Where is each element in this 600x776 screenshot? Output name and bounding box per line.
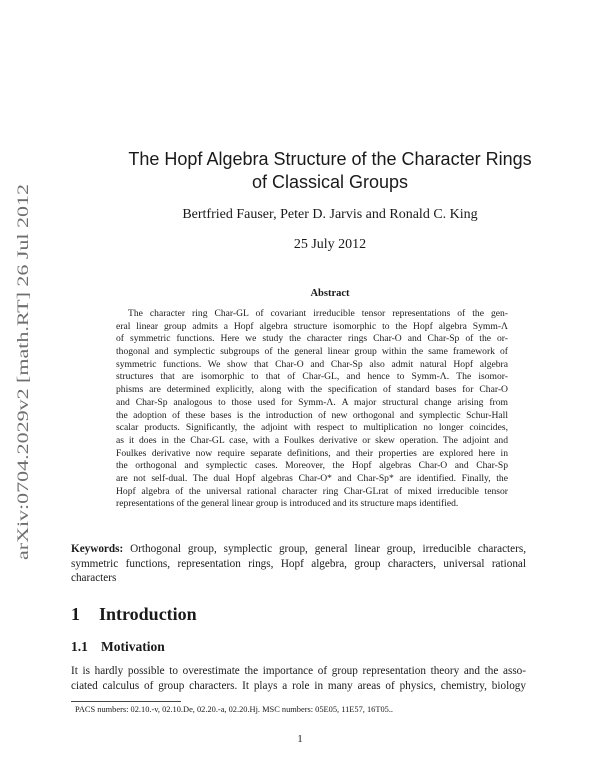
paper-date: 25 July 2012	[293, 237, 367, 252]
abstract-line: eral linear group admits a Hopf algebra structure isomorphic to the Hopf algebra Symm-Λ	[116, 320, 508, 332]
abstract-line: The character ring Char-GL of covariant irreducible tensor representations of the gen-	[128, 308, 508, 319]
abstract-line: as it does in the Char-GL case, with a Foulkes derivative or skew operation. The adjoint and	[116, 434, 508, 446]
paper-title	[80, 148, 580, 194]
abstract-line: Foulkes derivative now require separate definitions, and their properties are explored here in	[116, 447, 508, 459]
intro-line: It is hardly possible to overestimate the importance of group representation theory and the asso-	[71, 665, 526, 677]
footnote-rule	[71, 701, 181, 702]
page-number: 1	[297, 733, 303, 745]
title-line: of Classical Groups	[251, 172, 409, 192]
abstract-body	[116, 308, 508, 511]
abstract-line: scalar products. Significantly, the adjoint with respect to multiplication no longer coincides,	[116, 422, 508, 434]
abstract-line: the adoption of these bases is the introduction of new orthogonal and symplectic Schur-Hall	[116, 409, 508, 421]
abstract-line: Hopf algebra of the universal rational character ring Char-GLrat of mixed irreducible tensor	[116, 485, 508, 497]
abstract-line: symmetric functions. We show that Char-O and Char-Sp also admit natural Hopf algebra	[116, 358, 508, 370]
section-heading	[71, 604, 197, 625]
keywords-line	[71, 542, 526, 557]
abstract-heading: Abstract	[310, 288, 350, 299]
keywords-line: characters	[71, 572, 117, 584]
author-list: Bertfried Fauser, Peter D. Jarvis and Ronald C. King	[182, 207, 478, 222]
abstract-line: are not self-dual. The dual Hopf algebras Char-O* and Char-Sp* are identified. Finally, the	[116, 472, 508, 484]
arxiv-stamp-text: arXiv:0704.2029v2 [math.RT] 26 Jul 2012	[15, 286, 32, 560]
subsection-title: Motivation	[101, 639, 165, 654]
title-line: The Hopf Algebra Structure of the Character Rings	[128, 149, 532, 169]
keywords-block	[71, 542, 526, 586]
footnote: PACS numbers: 02.10.-v, 02.10.De, 02.20.-a, 02.20.Hj. MSC numbers: 05E05, 11E57, 16T05..	[75, 705, 394, 714]
keywords-line: symmetric functions, representation rings, Hopf algebra, group characters, universal rational	[71, 557, 526, 570]
intro-line: ciated calculus of group characters. It plays a role in many areas of physics, chemistry, biology	[71, 679, 526, 692]
keywords-text: Orthogonal group, symplectic group, general linear group, irreducible characters,	[130, 543, 526, 555]
section-title: Introduction	[99, 604, 197, 624]
arxiv-stamp	[2, 180, 42, 560]
intro-paragraph	[71, 664, 526, 693]
section-number: 1	[71, 604, 80, 624]
abstract-line: and Char-Sp analogous to those used for Symm-Λ. A major structural change arising from	[116, 396, 508, 408]
abstract-line: structures that are isomorphic to that of Char-GL, and hence to Symm-Λ. The isomor-	[116, 371, 508, 383]
abstract-line: of symmetric functions. Here we study the character rings Char-O and Char-Sp of the or-	[116, 333, 508, 345]
abstract-line: phisms are determined explicitly, along with the specification of standard bases for Char-O	[116, 384, 508, 396]
keywords-label: Keywords:	[71, 543, 124, 555]
abstract-line: the orthogonal and symplectic cases. Moreover, the Hopf algebras Char-O and Char-Sp	[116, 460, 508, 472]
abstract-line: representations of the general linear group is introduced and its structure maps identified.	[116, 498, 459, 510]
subsection-number: 1.1	[71, 639, 88, 654]
subsection-heading	[71, 639, 165, 655]
abstract-line: thogonal and symplectic subgroups of the general linear group within the same framework of	[116, 346, 508, 358]
